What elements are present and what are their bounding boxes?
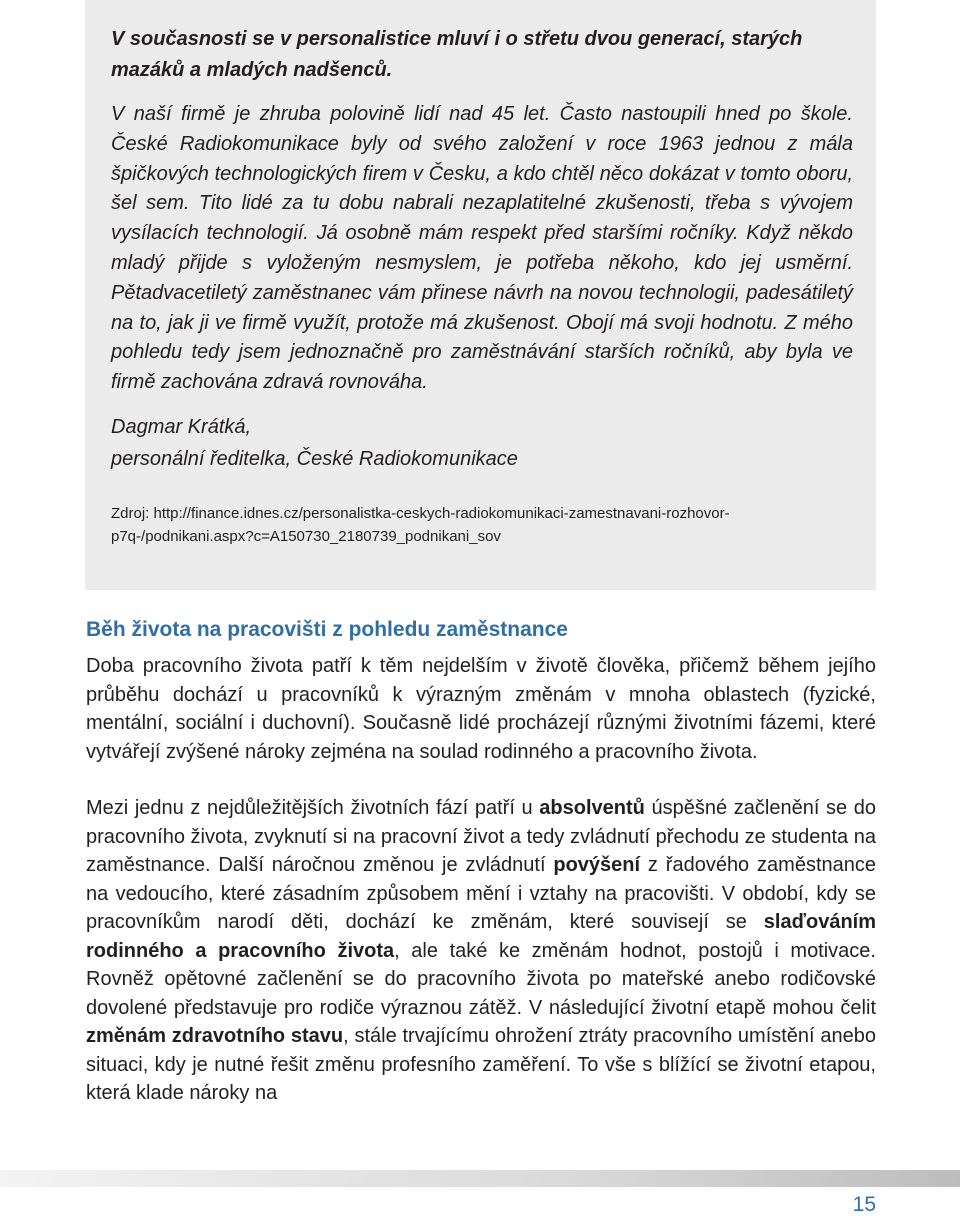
quote-box-title: V současnosti se v personalistice mluví i o střetu dvou generací, starých mazáků a mladých nadšenců.: [111, 28, 803, 81]
text-run: z řadového zaměstnance na vedoucího, které zásadním způsobem mění i vztahy na pracovišti. V období, kdy se pracovníkům narodí děti, dochází ke změnám, které souvisejí se: [86, 854, 876, 933]
bold-term: povýšení: [553, 854, 641, 876]
bold-term: absolventů: [539, 797, 645, 819]
footer-bar: [0, 1170, 960, 1187]
text-run: , ale také ke změnám hodnot, postojů i motivace. Rovněž opětovné začlenění se do pracovního života po mateřské anebo rodičovské dovolené představuje pro rodiče výraznou zátěž. V následující životní etapě mohou čelit: [86, 939, 876, 1019]
bold-term: slaďováním rodinného a pracovního života: [86, 911, 876, 962]
main-text: [86, 652, 876, 1136]
text-run: , stále trvajícímu ohrožení ztráty pracovního umístění anebo situaci, kdy je nutné řešit změnu profesního zaměření. To vše s blížící se životní etapou, která klade nároky na: [86, 1025, 876, 1104]
paragraph: [86, 794, 876, 1108]
page-number: 15: [852, 1193, 876, 1216]
text-run: úspěšné začlenění se do pracovního života, zvyknutí si na pracovní život a tedy zvládnutí přechodu ze studenta na zaměstnance. Další náročnou změnou je zvládnutí: [86, 797, 877, 876]
paragraph: Doba pracovního života patří k těm nejdelším v životě člověka, přičemž během jejího průběhu dochází u pracovníků k výrazným změnám v mnoha oblastech (fyzické, mentální, sociální i duchovní). Současně lidé procházejí různými životními fázemi, které vytvářejí zvýšené nároky zejména na soulad rodinného a pracovního života.: [86, 655, 876, 763]
quote-signature: [111, 411, 853, 475]
author-name: Dagmar Krátká,: [111, 415, 252, 438]
quote-box: [85, 0, 876, 590]
quote-text: V naší firmě je zhruba polovině lidí nad 45 let. Často nastoupili hned po škole. České Radiokomunikace byly od svého založení v roce 1963 jednou z mála špičkových technologických firem v Česku, a kdo chtěl něco dokázat v tomto oboru, šel sem. Tito lidé za tu dobu nabrali nezaplatitelné zkušenosti, třeba s vývojem vysílacích technologií. Já osobně mám respekt před staršími ročníky. Když někdo mladý přijde s vyloženým nesmyslem, je potřeba někoho, kdo jej usměrní. Pětadvacetiletý zaměstnanec vám přinese návrh na novou technologii, padesátiletý na to, jak ji ve firmě využít, protože má zkušenost. Obojí má svoji hodnotu. Z mého pohledu tedy jsem jednoznačně pro zaměstnávání starších ročníků, aby byla ve firmě zachována zdravá rovnováha.: [111, 103, 853, 394]
text-run: Mezi jednu z nejdůležitějších životních fází patří u: [86, 797, 540, 819]
author-role: personální ředitelka, České Radiokomunikace: [111, 447, 518, 470]
bold-term: změnám zdravotního stavu: [86, 1025, 344, 1047]
source-citation: Zdroj: http://finance.idnes.cz/personalistka-ceskych-radiokomunikaci-zamestnavani-rozhovor-p7q-/podnikani.aspx?c=A150730_2180739_podnikani_sov: [111, 504, 730, 545]
quote-box-content: [111, 24, 853, 548]
section-heading: Běh života na pracovišti z pohledu zaměstnance: [86, 618, 568, 641]
